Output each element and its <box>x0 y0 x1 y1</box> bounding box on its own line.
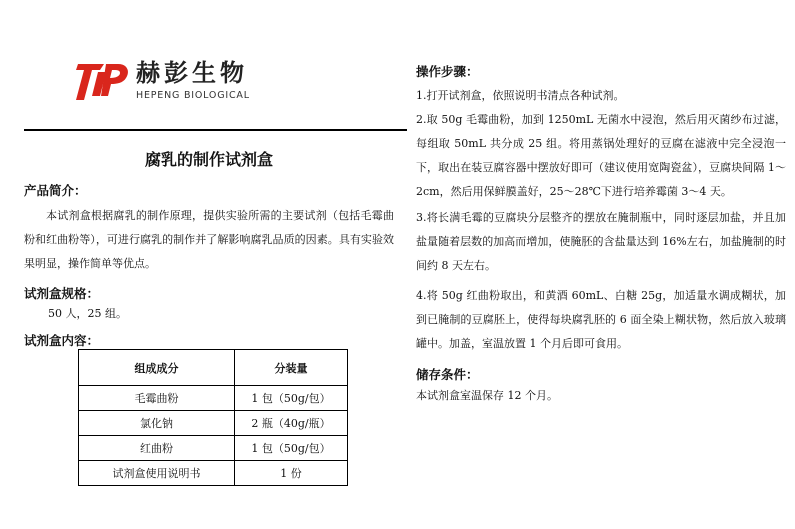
brand-logo <box>74 56 274 108</box>
table-row <box>79 436 348 461</box>
document-title: 腐乳的制作试剂盒 <box>144 150 273 169</box>
step-item: 3.将长满毛霉的豆腐块分层整齐的摆放在腌制瓶中，同时逐层加盐，并且加盐量随着层数的加高而增加，使腌胚的含盐量达到 16%左右，加盐腌制的时间约 8 天左右。 <box>416 211 786 272</box>
brand-name-en: HEPENG BIOLOGICAL <box>136 90 250 101</box>
table-header-row <box>79 350 348 386</box>
table-row <box>79 411 348 436</box>
hp-logo-icon <box>74 56 130 106</box>
spec-text: 50 人，25 组。 <box>48 307 127 320</box>
storage-heading: 储存条件： <box>416 367 479 382</box>
table-cell: 氯化钠 <box>79 411 235 436</box>
table-cell: 毛霉曲粉 <box>79 386 235 411</box>
step-item: 4.将 50g 红曲粉取出，和黄酒 60mL、白糖 25g，加适量水调成糊状，加到已腌制的豆腐胚上，使得每块腐乳胚的 6 面全染上糊状物，然后放入玻璃罐中。加盖，室温放置 1 个月后即可食用。 <box>416 289 786 350</box>
storage-text: 本试剂盒室温保存 12 个月。 <box>416 389 558 402</box>
table-cell: 红曲粉 <box>79 436 235 461</box>
brand-name-cn: 赫彭生物 <box>136 59 248 87</box>
table-cell: 1 份 <box>235 461 348 486</box>
column-header: 组成成分 <box>79 350 235 386</box>
table-cell: 1 包（50g/包） <box>235 386 348 411</box>
table-row <box>79 386 348 411</box>
intro-heading: 产品简介： <box>24 183 87 198</box>
spec-heading: 试剂盒规格： <box>24 286 100 301</box>
table-cell: 试剂盒使用说明书 <box>79 461 235 486</box>
table-cell: 2 瓶（40g/瓶） <box>235 411 348 436</box>
intro-text: 本试剂盒根据腐乳的制作原理，提供实验所需的主要试剂（包括毛霉曲粉和红曲粉等），可进行腐乳的制作并了解影响腐乳品质的因素。具有实验效果明显，操作简单等优点。 <box>24 209 394 270</box>
table-cell: 1 包（50g/包） <box>235 436 348 461</box>
header-divider <box>24 129 407 131</box>
column-header: 分装量 <box>235 350 348 386</box>
contents-heading: 试剂盒内容： <box>24 333 100 348</box>
step-item: 2.取 50g 毛霉曲粉，加到 1250mL 无菌水中浸泡，然后用灭菌纱布过滤，每组取 50mL 共分成 25 组。将用蒸锅处理好的豆腐在滤液中完全浸泡一下，取出在装豆腐容器中摆放好即可（建议使用宽陶瓷盆），豆腐块间隔 1～2cm，然后用保鲜膜盖好，25～28℃下进行培养霉菌 3～4 天。 <box>416 113 786 198</box>
steps-heading: 操作步骤： <box>416 64 479 79</box>
right-column <box>414 0 786 529</box>
step-item: 1.打开试剂盒，依照说明书清点各种试剂。 <box>416 89 625 102</box>
contents-table <box>78 349 348 486</box>
table-row <box>79 461 348 486</box>
